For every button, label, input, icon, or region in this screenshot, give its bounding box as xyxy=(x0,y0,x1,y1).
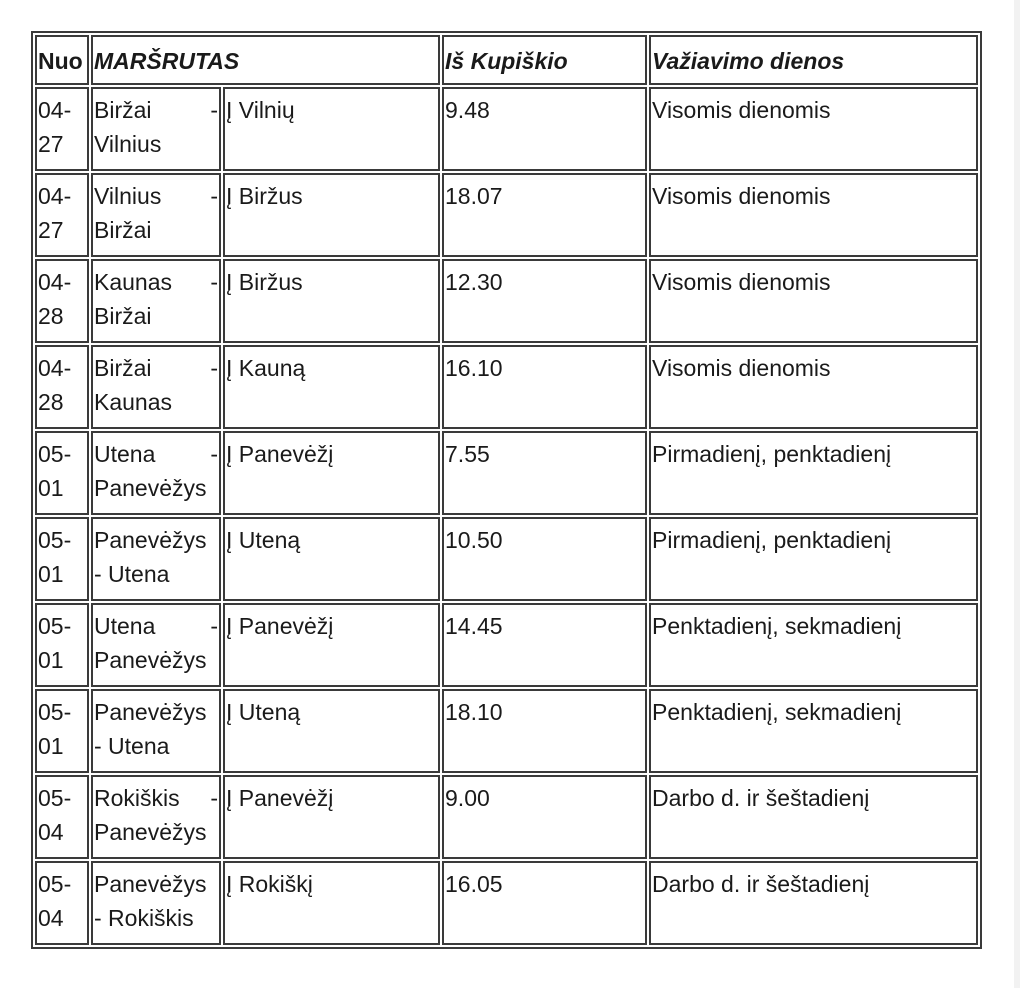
table-row xyxy=(35,603,978,687)
cell-time: 9.00 xyxy=(442,775,647,859)
route-text: Biržai - Vilnius xyxy=(94,97,218,157)
table-row xyxy=(35,87,978,171)
route-text: Utena - Panevėžys xyxy=(94,613,218,673)
cell-days: Penktadienį, sekmadienį xyxy=(649,689,978,773)
cell-days: Pirmadienį, penktadienį xyxy=(649,517,978,601)
table-header-row xyxy=(35,35,978,85)
cell-direction: Į Vilnių xyxy=(223,87,440,171)
page-edge xyxy=(1014,0,1020,988)
cell-direction: Į Panevėžį xyxy=(223,603,440,687)
cell-route xyxy=(91,775,221,859)
cell-route xyxy=(91,603,221,687)
cell-route xyxy=(91,861,221,945)
table-row xyxy=(35,345,978,429)
cell-days: Darbo d. ir šeštadienį xyxy=(649,861,978,945)
cell-route xyxy=(91,173,221,257)
cell-nuo: 05-01 xyxy=(35,689,89,773)
table-row xyxy=(35,689,978,773)
cell-time: 12.30 xyxy=(442,259,647,343)
route-text: Rokiškis - Panevėžys xyxy=(94,785,218,845)
cell-route xyxy=(91,517,221,601)
cell-days: Visomis dienomis xyxy=(649,173,978,257)
cell-route xyxy=(91,689,221,773)
table-row xyxy=(35,517,978,601)
cell-nuo: 05-01 xyxy=(35,431,89,515)
cell-route xyxy=(91,87,221,171)
cell-time: 9.48 xyxy=(442,87,647,171)
cell-nuo: 04-27 xyxy=(35,87,89,171)
header-marsrutas: MARŠRUTAS xyxy=(91,35,440,85)
cell-days: Visomis dienomis xyxy=(649,259,978,343)
table-row xyxy=(35,431,978,515)
cell-route xyxy=(91,345,221,429)
route-text: Panevėžys - Utena xyxy=(94,527,207,587)
route-text: Kaunas - Biržai xyxy=(94,269,218,329)
cell-days: Darbo d. ir šeštadienį xyxy=(649,775,978,859)
header-nuo: Nuo xyxy=(35,35,89,85)
cell-time: 18.07 xyxy=(442,173,647,257)
route-text: Vilnius - Biržai xyxy=(94,183,218,243)
cell-nuo: 05-04 xyxy=(35,775,89,859)
cell-direction: Į Uteną xyxy=(223,517,440,601)
cell-time: 18.10 xyxy=(442,689,647,773)
cell-direction: Į Biržus xyxy=(223,259,440,343)
route-text: Panevėžys - Utena xyxy=(94,699,207,759)
cell-days: Visomis dienomis xyxy=(649,87,978,171)
table-row xyxy=(35,775,978,859)
cell-time: 7.55 xyxy=(442,431,647,515)
cell-direction: Į Uteną xyxy=(223,689,440,773)
route-text: Biržai - Kaunas xyxy=(94,355,218,415)
cell-days: Pirmadienį, penktadienį xyxy=(649,431,978,515)
cell-route xyxy=(91,259,221,343)
cell-days: Visomis dienomis xyxy=(649,345,978,429)
header-vaziavimo-dienos: Važiavimo dienos xyxy=(649,35,978,85)
cell-direction: Į Kauną xyxy=(223,345,440,429)
cell-route xyxy=(91,431,221,515)
bus-schedule-table xyxy=(31,31,982,949)
header-is-kupiskio: Iš Kupiškio xyxy=(442,35,647,85)
table-row xyxy=(35,173,978,257)
cell-nuo: 05-04 xyxy=(35,861,89,945)
cell-time: 14.45 xyxy=(442,603,647,687)
cell-time: 16.05 xyxy=(442,861,647,945)
table-row xyxy=(35,259,978,343)
cell-direction: Į Panevėžį xyxy=(223,775,440,859)
cell-nuo: 05-01 xyxy=(35,603,89,687)
cell-nuo: 04-28 xyxy=(35,345,89,429)
cell-direction: Į Rokiškį xyxy=(223,861,440,945)
route-text: Utena - Panevėžys xyxy=(94,441,218,501)
cell-time: 16.10 xyxy=(442,345,647,429)
cell-days: Penktadienį, sekmadienį xyxy=(649,603,978,687)
cell-nuo: 04-27 xyxy=(35,173,89,257)
cell-direction: Į Biržus xyxy=(223,173,440,257)
table-row xyxy=(35,861,978,945)
cell-direction: Į Panevėžį xyxy=(223,431,440,515)
cell-time: 10.50 xyxy=(442,517,647,601)
cell-nuo: 04-28 xyxy=(35,259,89,343)
route-text: Panevėžys - Rokiškis xyxy=(94,871,207,931)
cell-nuo: 05-01 xyxy=(35,517,89,601)
